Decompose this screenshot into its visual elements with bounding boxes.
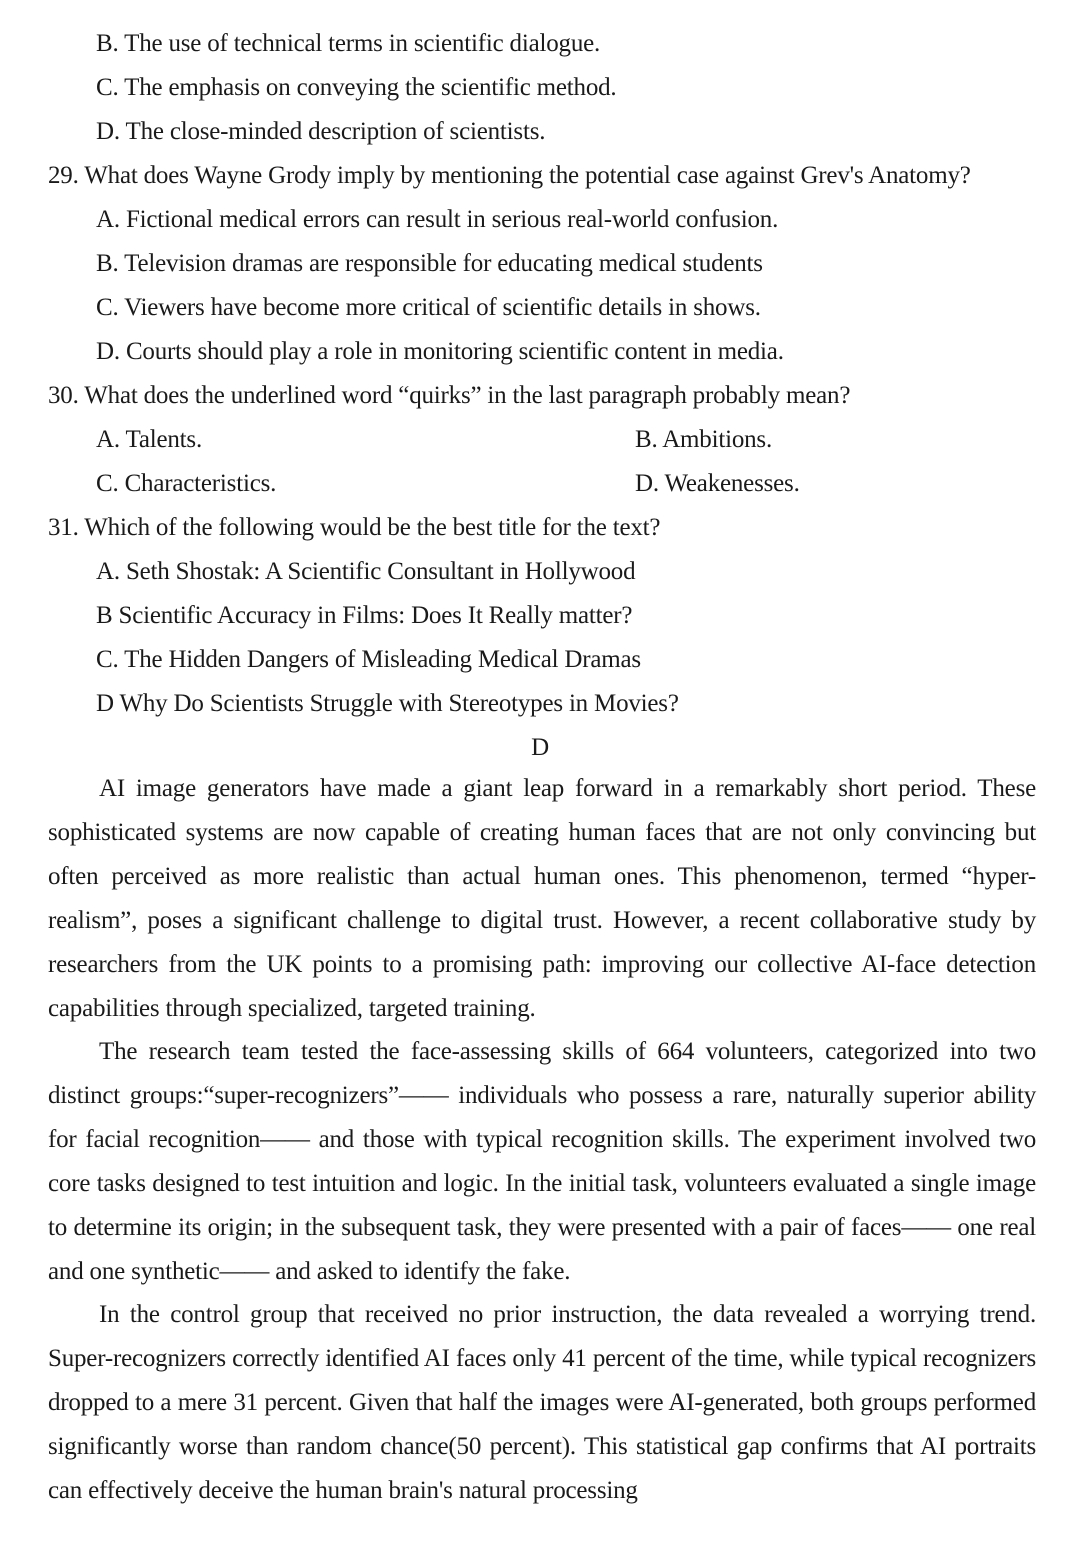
q30-option-d: D. Weakenesses.: [635, 470, 800, 497]
q31-option-c: C. The Hidden Dangers of Misleading Medical Dramas: [96, 646, 641, 673]
passage-paragraph-1: AI image generators have made a giant leap forward in a remarkably short period. These sophisticated systems are now capable of creating human faces that are not only convincing but often perceived as more realistic than actual human ones. This phenomenon, termed “hyper-realism”, poses a significant challenge to digital trust. However, a recent collaborative study by researchers from the UK points to a promising path: improving our collective AI-face detection capabilities through specialized, targeted training.: [48, 775, 1036, 1022]
q30-option-b: B. Ambitions.: [635, 426, 773, 453]
q29-question: 29. What does Wayne Grody imply by mentioning the potential case against Grev's Anatomy?: [48, 162, 971, 189]
q31-option-a: A. Seth Shostak: A Scientific Consultant in Hollywood: [96, 558, 636, 585]
passage-paragraph-3: In the control group that received no prior instruction, the data revealed a worrying trend. Super-recognizers correctly identified AI faces only 41 percent of the time, while typical recognizers dropped to a mere 31 percent. Given that half the images were AI-generated, both groups performed significantly worse than random chance(50 percent). This statistical gap confirms that AI portraits can effectively deceive the human brain's natural processing: [48, 1301, 1036, 1504]
q28-option-b: B. The use of technical terms in scientific dialogue.: [96, 30, 601, 57]
q30-option-c: C. Characteristics.: [96, 470, 277, 497]
q29-option-d: D. Courts should play a role in monitoring scientific content in media.: [96, 338, 784, 365]
q28-option-d: D. The close-minded description of scientists.: [96, 118, 546, 145]
q30-option-a: A. Talents.: [96, 426, 202, 453]
q28-option-c: C. The emphasis on conveying the scientific method.: [96, 74, 617, 101]
q31-option-b: B Scientific Accuracy in Films: Does It Really matter?: [96, 602, 633, 629]
q29-option-a: A. Fictional medical errors can result in serious real-world confusion.: [96, 206, 779, 233]
q31-question: 31. Which of the following would be the best title for the text?: [48, 514, 661, 541]
q29-option-b: B. Television dramas are responsible for educating medical students: [96, 250, 763, 277]
q30-question: 30. What does the underlined word “quirks” in the last paragraph probably mean?: [48, 382, 851, 409]
q31-option-d: D Why Do Scientists Struggle with Stereotypes in Movies?: [96, 690, 679, 717]
passage-paragraph-2: The research team tested the face-assessing skills of 664 volunteers, categorized into two distinct groups:“super-recognizers”—— individuals who possess a rare, naturally superior ability for facial recognition—— and those with typical recognition skills. The experiment involved two core tasks designed to test intuition and logic. In the initial task, volunteers evaluated a single image to determine its origin; in the subsequent task, they were presented with a pair of faces—— one real and one synthetic—— and asked to identify the fake.: [48, 1038, 1036, 1285]
section-d-heading: D: [531, 734, 549, 761]
q29-option-c: C. Viewers have become more critical of scientific details in shows.: [96, 294, 761, 321]
